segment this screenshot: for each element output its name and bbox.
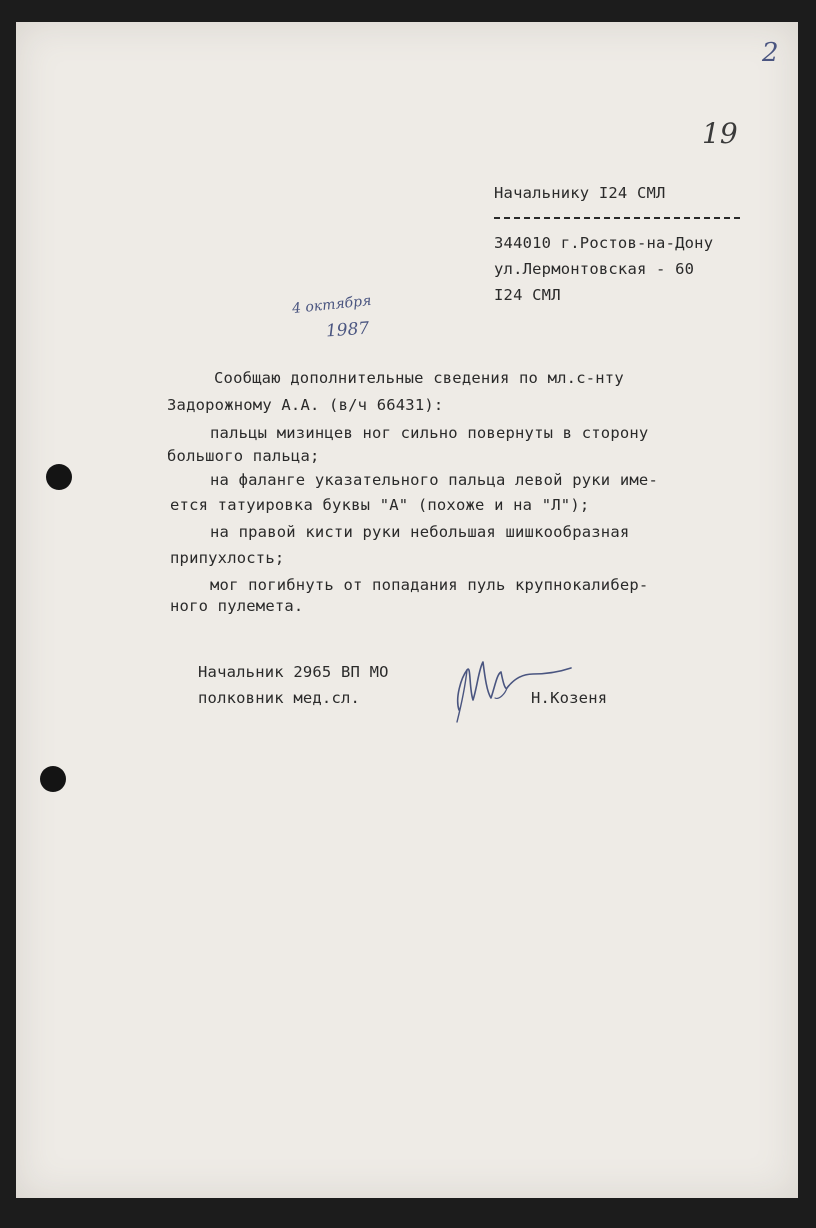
signatory-position-1: Начальник 2965 ВП МО <box>198 663 389 681</box>
body-p1-l1: Сообщаю дополнительные сведения по мл.с-нту <box>214 369 624 387</box>
handwritten-signature <box>447 648 577 728</box>
body-p1-l2: Задорожному А.А. (в/ч 66431): <box>167 396 444 414</box>
paper-sheet <box>16 22 798 1198</box>
addressee-line: Начальнику I24 СМЛ <box>494 184 666 202</box>
punch-hole-lower <box>40 766 66 792</box>
body-p3-l1: на фаланге указательного пальца левой руки име- <box>210 471 658 489</box>
signatory-position-2: полковник мед.сл. <box>198 689 361 707</box>
date-note-line-2: 1987 <box>325 318 370 342</box>
page-number: 2 <box>762 38 779 68</box>
date-note-line-1: 4 октября <box>291 292 373 318</box>
body-p2-l2: большого пальца; <box>167 447 320 465</box>
body-p5-l2: ного пулемета. <box>170 597 304 615</box>
body-p4-l2: припухлость; <box>170 549 285 567</box>
body-p4-l1: на правой кисти руки небольшая шишкообразная <box>210 523 630 541</box>
addressee-rule <box>494 217 740 219</box>
punch-hole-upper <box>46 464 72 490</box>
body-p3-l2: ется татуировка буквы "А" (похоже и на "Л"); <box>170 496 590 514</box>
signatory-name: Н.Козеня <box>531 689 608 707</box>
folio-number: 19 <box>702 117 738 150</box>
address-line-2: ул.Лермонтовская - 60 <box>494 260 695 278</box>
address-line-1: 344010 г.Ростов-на-Дону <box>494 234 714 252</box>
body-p5-l1: мог погибнуть от попадания пуль крупнокалибер- <box>210 576 649 594</box>
address-line-3: I24 СМЛ <box>494 286 561 304</box>
body-p2-l1: пальцы мизинцев ног сильно повернуты в сторону <box>210 424 649 442</box>
